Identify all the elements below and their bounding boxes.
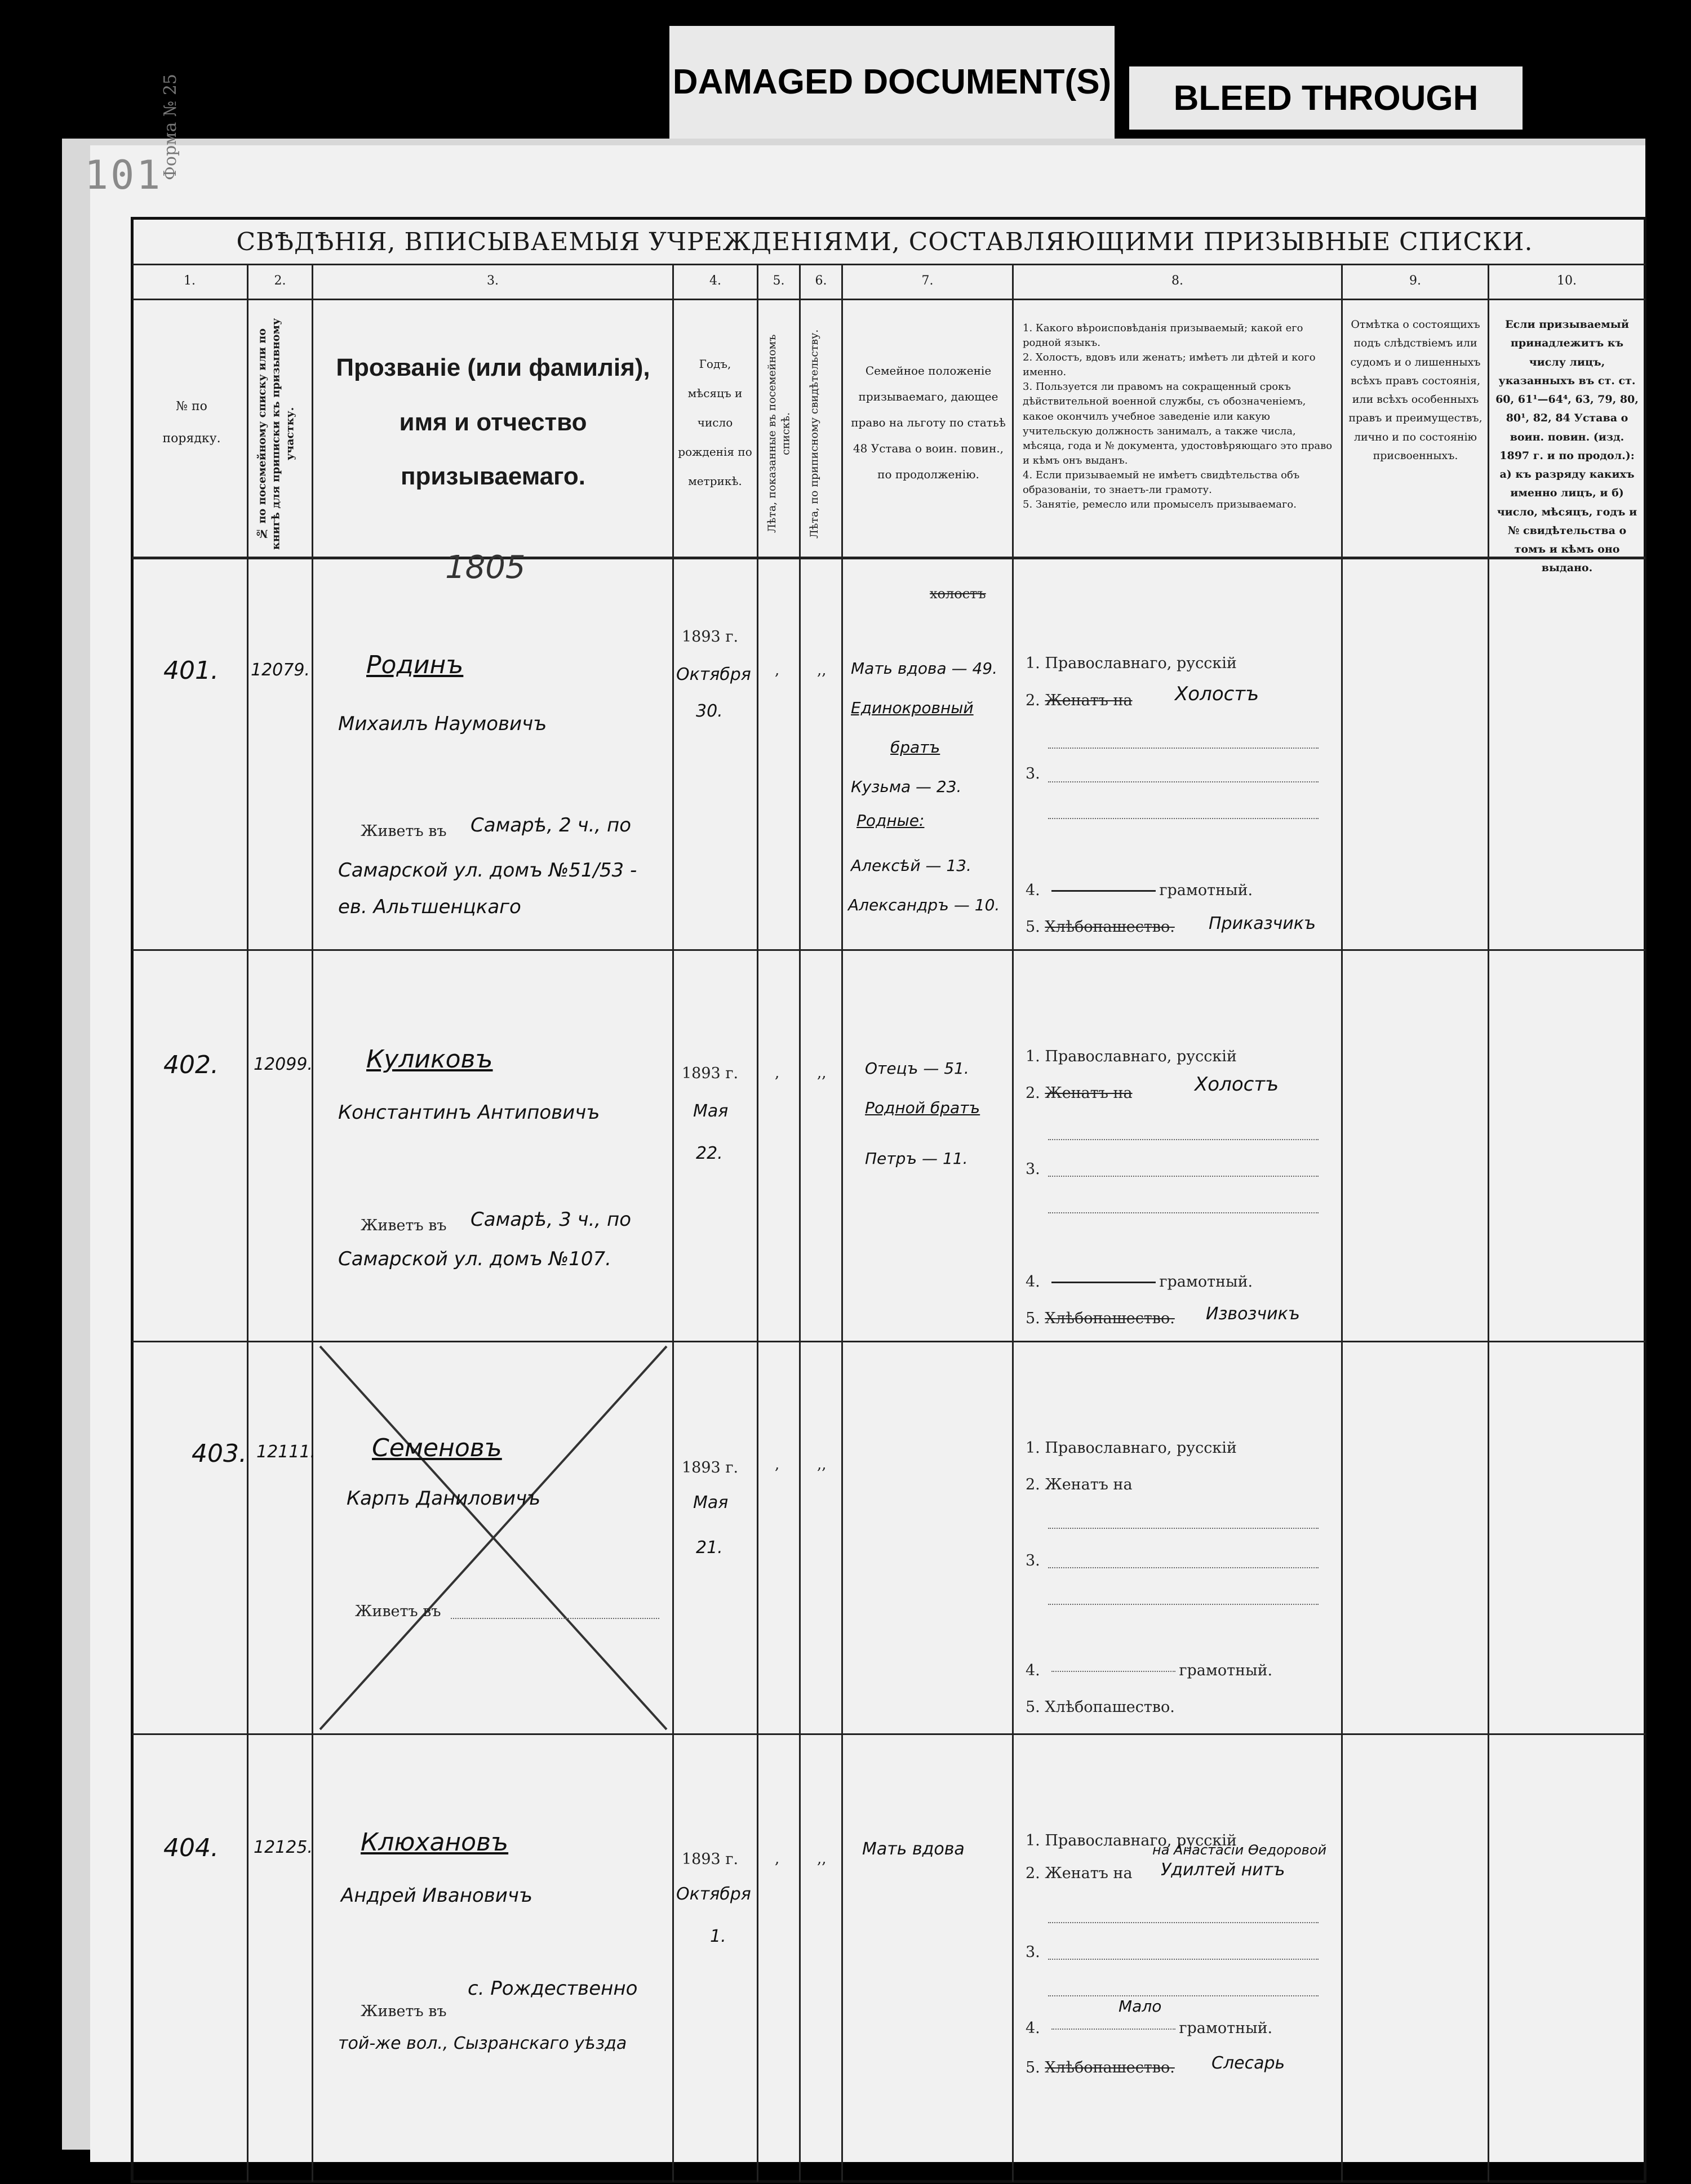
table-title: СВѢДѢНІЯ, ВПИСЫВАЕМЫЯ УЧРЕЖДЕНІЯМИ, СОСТАВЛЯЮЩИМИ ПРИЗЫВНЫЕ СПИСКИ.	[236, 228, 1533, 256]
damaged-documents-text: DAMAGED DOCUMENT(S)	[672, 63, 1112, 102]
row1-address-1: Самарѣ, 2 ч., по	[471, 814, 632, 837]
row1-year: 1893 г.	[682, 628, 739, 646]
row1-surname: Родинъ	[366, 651, 464, 679]
row2-day: 22.	[696, 1144, 723, 1163]
row4-q2: 2. Женатъ на	[1026, 1865, 1133, 1882]
row4-lives-label: Живетъ въ	[361, 2003, 447, 2020]
col-num-8: 8.	[1171, 274, 1183, 288]
row3-dots-a	[1048, 1527, 1319, 1529]
row2-c5-mark: ,	[775, 1065, 780, 1082]
row1-family-6: Алексѣй — 13.	[851, 856, 971, 875]
row3-c5-mark: ,	[775, 1456, 780, 1473]
header-c7: Семейное положеніе призываемаго, дающее право на льготу по статьѣ 48 Устава о воин. повин., по продолженію.	[851, 364, 1006, 481]
header-c9: Отмѣтка о состоящихъ подъ слѣдствіемъ или судомъ и о лишенныхъ всѣхъ правъ состоянія, или всѣхъ особенныхъ правъ и преимуществъ, лично и по состоянію присвоенныхъ.	[1348, 318, 1483, 462]
row4-address-2: той-же вол., Сызранскаго уѣзда	[338, 2034, 627, 2053]
header-c8-q4: 4. Если призываемый не имѣетъ свидѣтельства объ образованіи, то знаетъ-ли грамоту.	[1023, 469, 1300, 496]
row1-month: Октября	[676, 665, 751, 684]
row4-dots-c	[1048, 1994, 1319, 1996]
row3-year: 1893 г.	[682, 1459, 739, 1476]
col-num-2: 2.	[274, 274, 286, 288]
column-number-divider	[132, 299, 1645, 300]
row2-ref: 12099.	[254, 1055, 313, 1074]
row1-day: 30.	[696, 701, 723, 721]
row1-q3: 3.	[1026, 765, 1040, 782]
row3-num: 403.	[192, 1439, 247, 1468]
row3-month: Мая	[693, 1493, 729, 1513]
row3-ref: 12111.	[256, 1442, 316, 1462]
row3-surname: Семеновъ	[372, 1434, 502, 1462]
col-divider-8	[1341, 264, 1343, 2182]
row1-family-3: братъ	[890, 738, 940, 757]
col-divider-1	[247, 264, 248, 2182]
col-divider-9	[1488, 264, 1489, 2182]
row2-q1: 1. Православнаго, русскій	[1026, 1048, 1237, 1065]
row3-given: Карпъ Даниловичъ	[347, 1487, 541, 1510]
header-c8-q3: 3. Пользуется ли правомъ на сокращенный срокъ дѣйствительной военной службы, съ обозначеніемъ, какое окончилъ учебное заведеніе или какую учительскую должность занималъ, а также числа, мѣсяца, года и № документа, удостовѣряющаго это право и кѣмъ онъ выданъ.	[1023, 381, 1333, 466]
row1-q5: 5. Хлѣбопашество.	[1026, 918, 1175, 936]
row2-dots-c	[1048, 1211, 1319, 1213]
row4-month: Октября	[676, 1884, 751, 1904]
row3-cancel-cross	[314, 1344, 672, 1732]
header-c1: № по порядку.	[162, 399, 221, 446]
bleed-through-label	[1126, 63, 1526, 133]
row3-lives-label: Живетъ въ	[355, 1603, 441, 1620]
row1-given: Михаилъ Наумовичъ	[338, 713, 547, 735]
col-num-9: 9.	[1409, 274, 1421, 288]
col-divider-4	[757, 264, 758, 2182]
header-c4: Годъ, мѣсяцъ и число рожденія по метрикѣ.	[678, 357, 752, 488]
row1-address-3: ев. Альтшенцкаго	[338, 896, 521, 918]
row2-occupation: Извозчикъ	[1206, 1304, 1300, 1324]
row4-year: 1893 г.	[682, 1851, 739, 1868]
col-divider-2	[312, 264, 313, 2182]
row-divider-3	[132, 1733, 1645, 1735]
row2-num: 402.	[163, 1051, 219, 1079]
row2-dots-a	[1048, 1138, 1319, 1140]
col-divider-3	[672, 264, 674, 2182]
row1-q1: 1. Православнаго, русскій	[1026, 655, 1237, 672]
row1-family-4: Кузьма — 23.	[851, 777, 962, 796]
row2-month: Мая	[693, 1101, 729, 1121]
row4-address-1: с. Рождественно	[468, 1977, 638, 2000]
row1-family-top: холостъ	[930, 586, 986, 602]
col-num-10: 10.	[1557, 274, 1577, 288]
header-c2: № по посемейному списку или по книгѣ для приписки къ призывному участку.	[256, 318, 296, 550]
row2-address-1: Самарѣ, 3 ч., по	[471, 1208, 632, 1231]
header-c8-q5: 5. Занятіе, ремесло или промыселъ призываемаго.	[1023, 499, 1297, 511]
row1-family-1: Мать вдова — 49.	[851, 659, 998, 678]
row-divider-2	[132, 1341, 1645, 1342]
row4-q5: 5. Хлѣбопашество.	[1026, 2059, 1175, 2076]
col-divider-5	[799, 264, 801, 2182]
row3-q4: 4. грамотный.	[1026, 1662, 1273, 1679]
row4-surname: Клюхановъ	[361, 1828, 509, 1857]
col-divider-7	[1012, 264, 1014, 2182]
row1-q2: 2. Женатъ на	[1026, 692, 1133, 709]
row1-dots-c	[1048, 817, 1319, 819]
row1-marital: Холостъ	[1175, 683, 1259, 705]
row3-dots-c	[1048, 1603, 1319, 1605]
row2-q3: 3.	[1026, 1160, 1040, 1178]
col-num-6: 6.	[815, 274, 827, 288]
form-number: Форма № 25	[161, 73, 180, 180]
row2-q4: 4. грамотный.	[1026, 1273, 1253, 1291]
header-c3: Прозваніе (или фамилія), имя и отчество призываемаго.	[336, 353, 650, 491]
row4-q4: 4. грамотный.	[1026, 2020, 1273, 2037]
row2-lives-label: Живетъ въ	[361, 1217, 447, 1234]
row4-c5-mark: ,	[775, 1851, 780, 1867]
row3-day: 21.	[696, 1538, 723, 1558]
row1-dots-a	[1048, 746, 1319, 749]
row1-c5-mark: ,	[775, 662, 780, 679]
row4-dots-b	[1048, 1958, 1319, 1960]
row3-c6-mark: ,,	[817, 1456, 827, 1473]
row1-family-5: Родные:	[856, 811, 925, 830]
row2-c6-mark: ,,	[817, 1065, 827, 1082]
bleed-through-text: BLEED THROUGH	[1173, 78, 1479, 118]
row3-q3: 3.	[1026, 1552, 1040, 1569]
row2-dots-b	[1048, 1175, 1319, 1177]
row1-lives-label: Живетъ въ	[361, 822, 447, 840]
row2-surname: Куликовъ	[366, 1045, 493, 1074]
row1-c6-mark: ,,	[817, 662, 827, 679]
header-c6: Лѣта, по приписному свидѣтельству.	[808, 329, 820, 539]
row3-dots-b	[1048, 1566, 1319, 1568]
row3-q5: 5. Хлѣбопашество.	[1026, 1698, 1175, 1716]
row1-note-top: 1805	[445, 549, 526, 586]
row2-marital: Холостъ	[1195, 1073, 1279, 1096]
header-c8-q1: 1. Какого вѣроисповѣданія призываемый; какой его родной языкъ.	[1023, 322, 1303, 349]
row4-ref: 12125.	[254, 1838, 313, 1857]
row2-q2: 2. Женатъ на	[1026, 1084, 1133, 1102]
row4-literacy: Мало	[1119, 1997, 1162, 2016]
header-c10: Если призываемый принадлежитъ къ числу лицъ, указанныхъ въ ст. ст. 60, 61¹—64⁴, 63, 79, 80, 80¹, 82, 84 Устава о воин. повин. (изд. 1897 г. и по продол.): а) къ разряду какихъ именно лицъ, и б) число, мѣсяцъ, годъ и № свидѣтельства о томъ и кѣмъ оно выдано.	[1495, 318, 1639, 575]
row1-occupation: Приказчикъ	[1209, 914, 1316, 933]
row2-family-3: Петръ — 11.	[865, 1149, 968, 1168]
row4-given: Андрей Ивановичъ	[341, 1884, 532, 1907]
row3-q2: 2. Женатъ на	[1026, 1476, 1133, 1493]
row2-given: Константинъ Антиповичъ	[338, 1101, 600, 1124]
row3-address-dots	[451, 1617, 659, 1619]
row2-family-1: Отецъ — 51.	[865, 1059, 969, 1078]
col-num-5: 5.	[773, 274, 785, 288]
row4-c6-mark: ,,	[817, 1851, 827, 1867]
row1-q4: 4. грамотный.	[1026, 882, 1253, 899]
row4-dots-a	[1048, 1921, 1319, 1923]
row4-marital-note: на Анастасіи Ѳедоровой	[1152, 1842, 1327, 1858]
row3-q1: 1. Православнаго, русскій	[1026, 1439, 1237, 1457]
row-divider-1	[132, 949, 1645, 951]
row1-num: 401.	[163, 656, 219, 685]
header-c8-q2: 2. Холостъ, вдовъ или женатъ; имѣетъ ли дѣтей и кого именно.	[1023, 352, 1316, 379]
row2-q5: 5. Хлѣбопашество.	[1026, 1310, 1175, 1327]
row4-num: 404.	[163, 1834, 219, 1862]
row4-q1: 1. Православнаго, русскій	[1026, 1832, 1237, 1849]
col-divider-6	[841, 264, 843, 2182]
row1-family-7: Александръ — 10.	[848, 896, 1000, 914]
row2-year: 1893 г.	[682, 1065, 739, 1082]
row1-ref: 12079.	[251, 660, 310, 680]
row2-family-2: Родной братъ	[865, 1098, 980, 1117]
row4-day: 1.	[710, 1927, 726, 1946]
page-number: 101	[85, 152, 163, 198]
row4-q3: 3.	[1026, 1943, 1040, 1961]
col-num-4: 4.	[709, 274, 721, 288]
row4-occupation: Слесарь	[1211, 2053, 1285, 2073]
row4-marital: Удилтей нитъ	[1161, 1860, 1285, 1880]
row1-family-2: Единокровный	[851, 699, 974, 717]
col-num-1: 1.	[184, 274, 196, 288]
header-c5: Лѣта, показанные въ посемейномъ спискѣ.	[766, 334, 792, 533]
col-num-7: 7.	[921, 274, 934, 288]
title-divider	[132, 264, 1645, 265]
damaged-documents-label	[669, 26, 1115, 139]
row1-dots-b	[1048, 780, 1319, 782]
row1-address-2: Самарской ул. домъ №51/53 -	[338, 859, 637, 882]
col-num-3: 3.	[487, 274, 499, 288]
row2-address-2: Самарской ул. домъ №107.	[338, 1248, 611, 1270]
header-c8	[1023, 301, 1333, 544]
row4-family-1: Мать вдова	[862, 1839, 965, 1859]
